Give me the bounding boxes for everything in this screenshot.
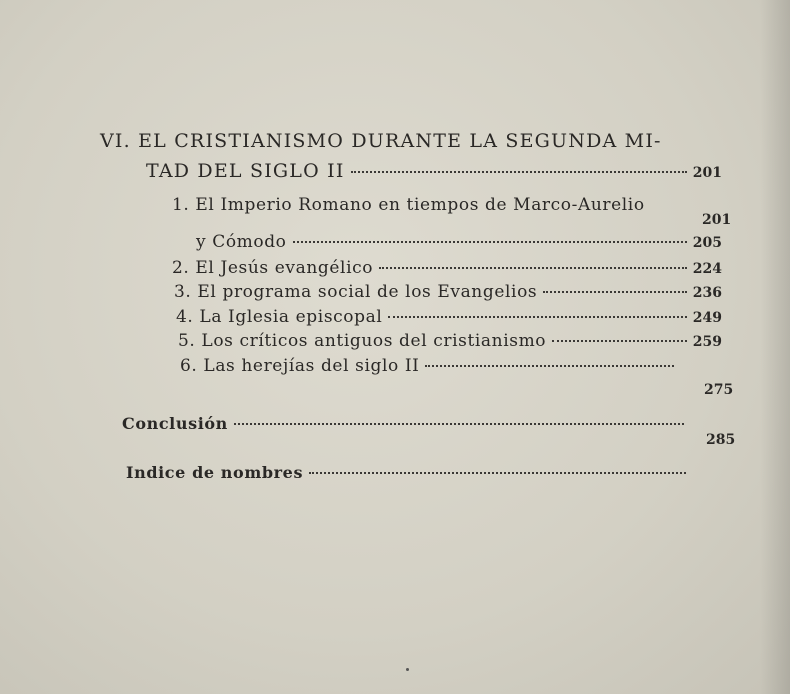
toc-entry-page-number: 249 bbox=[692, 310, 722, 326]
dot-leader bbox=[425, 365, 674, 367]
toc-entry bbox=[180, 356, 680, 376]
dot-leader bbox=[234, 423, 684, 425]
toc-entry-page-number: 224 bbox=[692, 261, 722, 277]
chapter-page-number: 201 bbox=[692, 165, 722, 181]
toc-entry bbox=[178, 331, 722, 351]
chapter-heading-line-2 bbox=[146, 160, 722, 182]
toc-entry-label: 6. Las herejías del siglo II bbox=[180, 356, 420, 376]
index-page-number: 285 bbox=[706, 432, 736, 448]
toc-entry bbox=[196, 232, 722, 252]
toc-entry bbox=[172, 258, 722, 278]
toc-entry-page-number: 201 bbox=[702, 212, 732, 228]
index-entry bbox=[126, 463, 692, 482]
dot-leader bbox=[552, 340, 687, 342]
paper-speck bbox=[406, 668, 409, 671]
conclusion-page-number: 275 bbox=[704, 382, 734, 398]
chapter-heading-line-1 bbox=[100, 130, 690, 152]
chapter-title-part-1: VI. EL CRISTIANISMO DURANTE LA SEGUNDA MI- bbox=[100, 130, 662, 152]
toc-entry-page-number: 259 bbox=[692, 334, 722, 350]
toc-entry bbox=[176, 307, 722, 327]
dot-leader bbox=[388, 316, 686, 318]
dot-leader bbox=[543, 291, 687, 293]
toc-entry-label: y Cómodo bbox=[196, 232, 287, 252]
toc-entry-label: 1. El Imperio Romano en tiempos de Marco-Aurelio bbox=[172, 195, 645, 215]
toc-entry bbox=[172, 195, 722, 215]
toc-entry-page-number: 205 bbox=[692, 235, 722, 251]
dot-leader bbox=[293, 241, 687, 243]
toc-entry bbox=[174, 282, 722, 302]
toc-entry-label: 4. La Iglesia episcopal bbox=[176, 307, 383, 327]
dot-leader bbox=[309, 472, 686, 474]
toc-entry-page-number: 236 bbox=[692, 285, 722, 301]
toc-entry-label: 3. El programa social de los Evangelios bbox=[174, 282, 538, 302]
toc-entry-label: 2. El Jesús evangélico bbox=[172, 258, 374, 278]
dot-leader bbox=[379, 267, 687, 269]
dot-leader bbox=[351, 171, 687, 173]
conclusion-label: Conclusión bbox=[122, 414, 228, 433]
chapter-title-part-2: TAD DEL SIGLO II bbox=[146, 160, 345, 182]
toc-entry-label: 5. Los críticos antiguos del cristianismo bbox=[178, 331, 547, 351]
index-label: Indice de nombres bbox=[126, 463, 304, 482]
conclusion-entry bbox=[122, 414, 690, 433]
